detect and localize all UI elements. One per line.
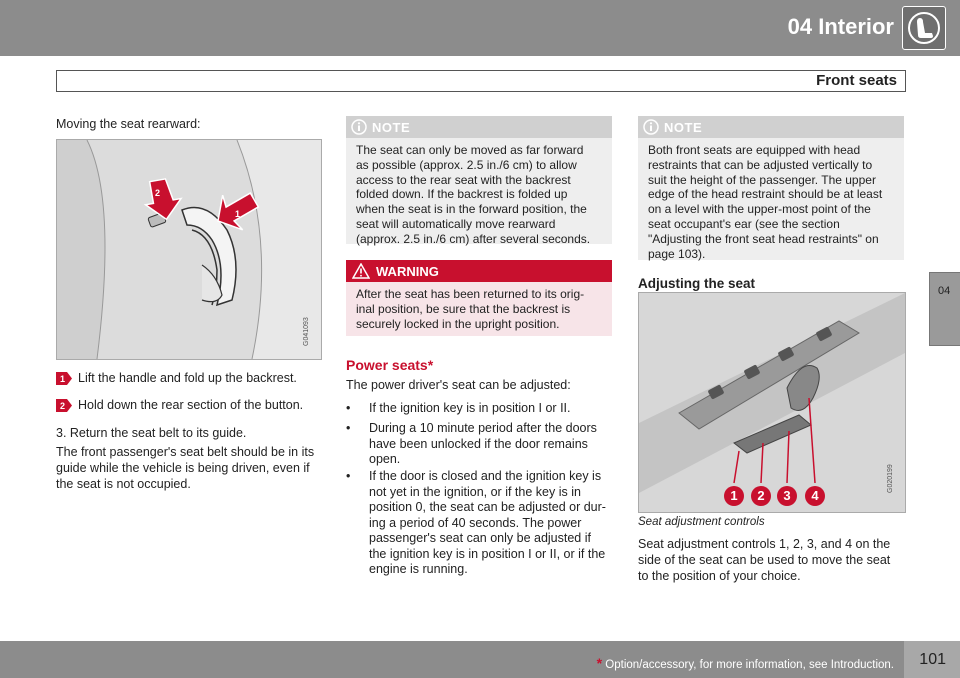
paragraph-line: to the position of your choice. [638,569,801,583]
bullet-line: During a 10 minute period after the doors [369,421,597,435]
note-line: Both front seats are equipped with head [648,143,861,157]
power-seats-intro: The power driver's seat can be adjusted: [346,378,571,392]
bullet-line: not yet in the ignition, or if the key is in [369,484,581,499]
figure-code: G041093 [303,317,310,346]
step-2-text: Hold down the rear section of the button. [78,398,304,412]
info-icon [351,119,367,135]
svg-text:1: 1 [60,374,66,384]
option-footnote [597,655,894,671]
note-header [346,116,612,138]
seat-controls-illustration [638,292,906,513]
seat-fold-illustration [56,139,322,360]
step-2-arrow-icon [56,399,72,412]
step-3-text: 3. Return the seat belt to its guide. [56,426,247,440]
bullet-line: If the door is closed and the ignition key is [369,469,602,483]
note-line: seat occupant's ear (see the section [648,216,840,231]
footnote-text: Option/accessory, for more information, see Introduction. [602,659,894,671]
bullet-line: If the ignition key is in position I or II. [369,401,571,415]
paragraph-line: The front passenger's seat belt should be in its [56,445,315,459]
svg-text:2: 2 [155,188,161,198]
note-header [638,116,904,138]
note-box [346,116,612,244]
paragraph-line: the seat is not occupied. [56,477,191,491]
note-line: seat will automatically move rearward [356,216,556,231]
note-line: as possible (approx. 2.5 in./6 cm) to allow [356,157,577,172]
callout-4: 4 [805,486,825,506]
figure-caption: Seat adjustment controls [638,516,765,528]
paragraph-line: Seat adjustment controls 1, 2, 3, and 4 on the [638,537,891,551]
paragraph-line: side of the seat can be used to move the seat [638,553,891,567]
note-line: folded down. If the backrest is folded up [356,187,568,202]
figure-code: G020199 [887,464,894,493]
warning-line: inal position, be sure that the backrest is [356,301,571,316]
page-number-box [904,641,960,678]
note-line: restraints that can be adjusted vertically to [648,157,873,172]
bullet-line: open. [369,452,401,466]
chapter-header [0,0,960,56]
note-text [648,143,896,261]
callout-2: 2 [751,486,771,506]
footnote-star: * [596,655,603,671]
side-tab-label: 04 [938,285,951,297]
callout-1: 1 [724,486,744,506]
warning-header [346,260,612,282]
seat-chapter-icon [902,6,946,50]
note-line: (approx. 2.5 in./6 cm) after several seconds. [356,231,591,246]
note-line: page 103). [648,246,706,261]
callout-3: 3 [777,486,797,506]
warning-triangle-icon [352,263,370,279]
note-line: suit the height of the passenger. The upper [648,172,876,187]
warning-line: After the seat has been returned to its orig- [356,287,585,301]
step-1-arrow-icon [56,372,72,385]
info-icon [643,119,659,135]
warning-label: WARNING [376,264,439,279]
intro-text: Moving the seat rearward: [56,117,201,131]
section-bar [56,70,906,92]
svg-text:1: 1 [235,209,241,219]
note-line: edge of the head restraint should be at least [648,187,883,202]
step-1-text: Lift the handle and fold up the backrest. [78,371,297,385]
bullet-line: engine is running. [369,562,468,576]
bullet-line: the ignition key is in position I or II, or if the [369,546,606,561]
bullet-line: ing a period of 40 seconds. The power [369,515,582,530]
note-line: The seat can only be moved as far forward [356,143,584,157]
svg-text:2: 2 [60,401,66,411]
warning-text [356,287,604,331]
bullet-line: position 0, the seat can be adjusted or dur- [369,500,606,514]
bullet-line: passenger's seat can only be adjusted if [369,531,591,545]
note-line: "Adjusting the front seat head restraints" on [648,231,879,246]
chapter-side-tab [929,272,960,346]
power-seats-heading: Power seats* [346,357,434,373]
warning-line: securely locked in the upright position. [356,316,560,331]
note-line: on a level with the upper-most point of the [648,202,871,217]
adjusting-seat-heading: Adjusting the seat [638,276,756,291]
note-label: NOTE [664,120,703,135]
note-line: access to the rear seat with the backrest [356,172,571,187]
note-label: NOTE [372,120,411,135]
section-title: Front seats [816,72,897,89]
note-text [356,143,604,247]
warning-box [346,260,612,336]
paragraph-line: guide while the vehicle is being driven, even if [56,461,310,475]
page-footer [0,641,960,678]
note-box [638,116,904,260]
bullet-line: have been unlocked if the door remains [369,436,588,451]
chapter-title: 04 Interior [787,14,894,39]
page-number: 101 [919,651,946,668]
note-line: when the seat is in the forward position, the [356,202,587,217]
